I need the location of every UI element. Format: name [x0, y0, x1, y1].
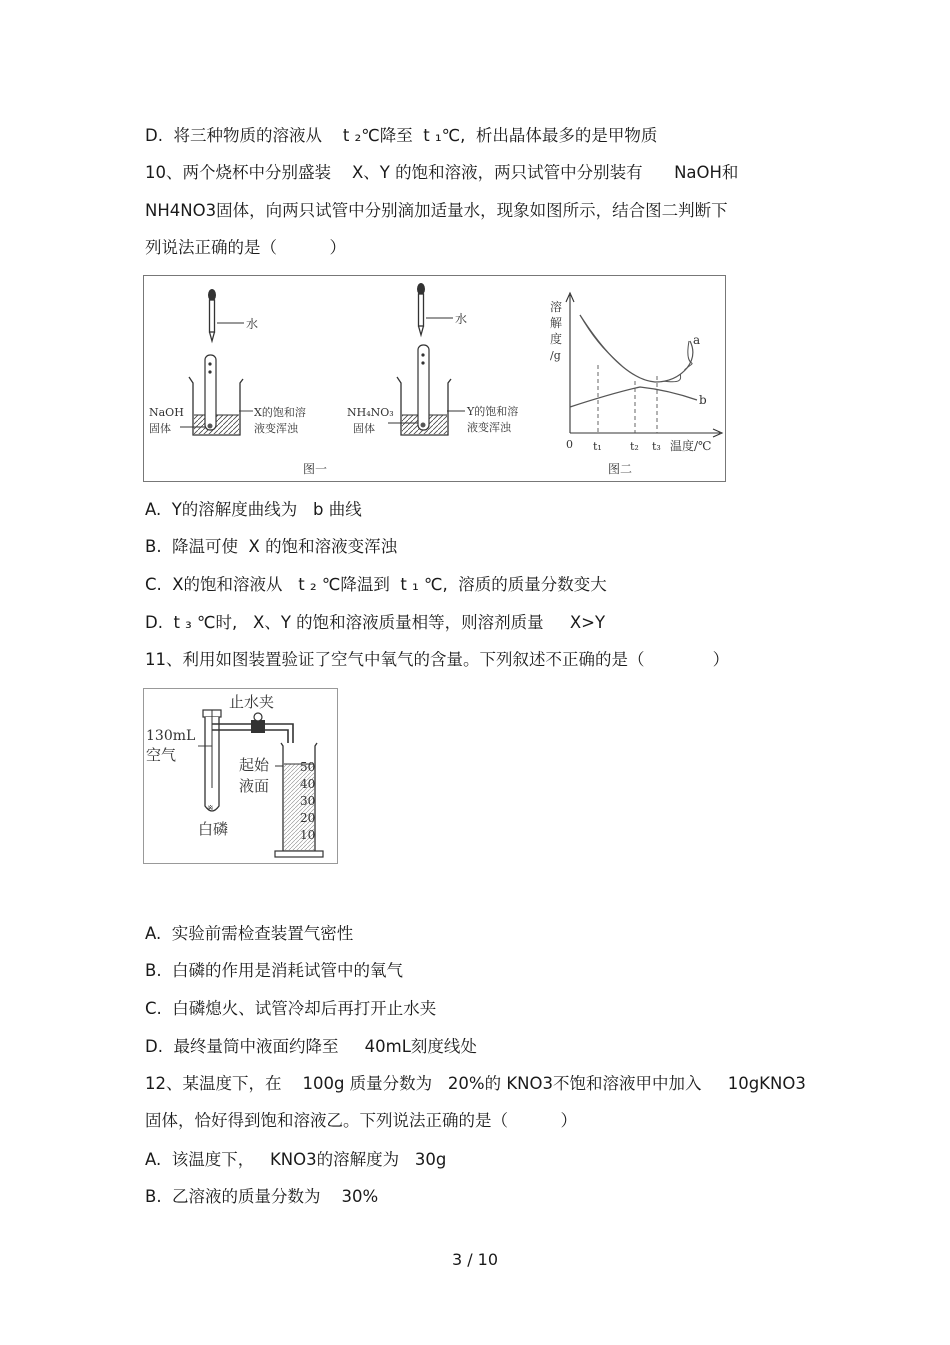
q10-option-a: A. Y的溶解度曲线为 b 曲线 — [145, 500, 362, 519]
q10-stem-line1: 10、两个烧杯中分别盛装 X、Y 的饱和溶液，两只试管中分别装有 NaOH和 — [145, 163, 739, 182]
q10-option-d: D. t ₃ ℃时, X、Y 的饱和溶液质量相等，则溶剂质量 X>Y — [145, 613, 606, 632]
y-axis-char-3: 度 — [550, 332, 563, 346]
water-label-left: 水 — [246, 317, 259, 331]
naoh-solid-label: 固体 — [149, 422, 171, 435]
q12-option-a: A. 该温度下， KNO3的溶解度为 30g — [145, 1150, 447, 1169]
naoh-label: NaOH — [149, 406, 184, 419]
scale-30: 30 — [300, 794, 316, 808]
q10-figure — [143, 275, 726, 482]
start-level-label-1: 起始 — [239, 756, 270, 774]
nh4no3-label: NH₄NO₃ — [347, 406, 394, 419]
fig2-caption: 图二 — [608, 462, 633, 476]
q9-option-d: D. 将三种物质的溶液从 t ₂℃降至 t ₁℃, 析出晶体最多的是甲物质 — [145, 126, 658, 145]
start-level-label-2: 液面 — [239, 777, 270, 795]
y-solution-label-2: 液变浑浊 — [467, 421, 511, 434]
y-axis-char-2: 解 — [550, 316, 563, 330]
q12-option-b: B. 乙溶液的质量分数为 30% — [145, 1187, 379, 1206]
page-number: 3 / 10 — [451, 1250, 499, 1269]
q10-stem-line2: NH4NO3固体，向两只试管中分别滴加适量水，现象如图所示，结合图二判断下 — [145, 201, 728, 220]
q10-stem-line3: 列说法正确的是（ ） — [145, 238, 346, 257]
test-tube-icon — [203, 710, 221, 813]
q11-option-b: B. 白磷的作用是消耗试管中的氧气 — [145, 961, 404, 980]
x-axis-label: 温度/℃ — [670, 439, 712, 453]
tick-t1: t₁ — [593, 440, 602, 453]
scale-10: 10 — [300, 828, 316, 842]
tick-t2: t₂ — [630, 440, 639, 453]
phosphorus-label: 白磷 — [198, 820, 229, 838]
q10-option-c: C. X的饱和溶液从 t ₂ ℃降温到 t ₁ ℃, 溶质的质量分数变大 — [145, 575, 607, 594]
water-label-right: 水 — [455, 312, 468, 326]
clamp-label: 止水夹 — [229, 693, 275, 711]
q11-option-a: A. 实验前需检查装置气密性 — [145, 924, 354, 943]
scale-50: 50 — [300, 760, 316, 774]
air-label: 空气 — [146, 746, 177, 764]
curve-b-label: b — [699, 393, 707, 407]
nh4no3-solid-label: 固体 — [353, 422, 375, 435]
svg-text:※: ※ — [207, 804, 214, 813]
q11-option-d: D. 最终量筒中液面约降至 40mL刻度线处 — [145, 1037, 477, 1056]
x-solution-label-2: 液变浑浊 — [254, 422, 298, 435]
tick-t3: t₃ — [652, 440, 661, 453]
y-axis-char-4: /g — [550, 349, 561, 362]
q11-option-c: C. 白磷熄火、试管冷却后再打开止水夹 — [145, 999, 437, 1018]
air-volume-label: 130mL — [146, 728, 196, 744]
y-solution-label-1: Y的饱和溶 — [467, 405, 519, 418]
scale-20: 20 — [300, 811, 316, 825]
fig1-caption: 图一 — [303, 462, 328, 476]
q11-stem: 11、利用如图装置验证了空气中氧气的含量。下列叙述不正确的是（ ） — [145, 650, 730, 669]
q12-stem-line2: 固体，恰好得到饱和溶液乙。下列说法正确的是（ ） — [145, 1111, 577, 1130]
y-axis-char-1: 溶 — [550, 300, 563, 314]
curve-a-label: a — [693, 333, 701, 347]
q11-figure — [143, 688, 338, 864]
scale-40: 40 — [300, 777, 316, 791]
origin-label: 0 — [566, 438, 573, 451]
x-solution-label-1: X的饱和溶 — [254, 406, 306, 419]
q10-option-b: B. 降温可使 X 的饱和溶液变浑浊 — [145, 537, 398, 556]
q12-stem-line1: 12、某温度下，在 100g 质量分数为 20%的 KNO3不饱和溶液甲中加入 10gKNO3 — [145, 1074, 806, 1093]
